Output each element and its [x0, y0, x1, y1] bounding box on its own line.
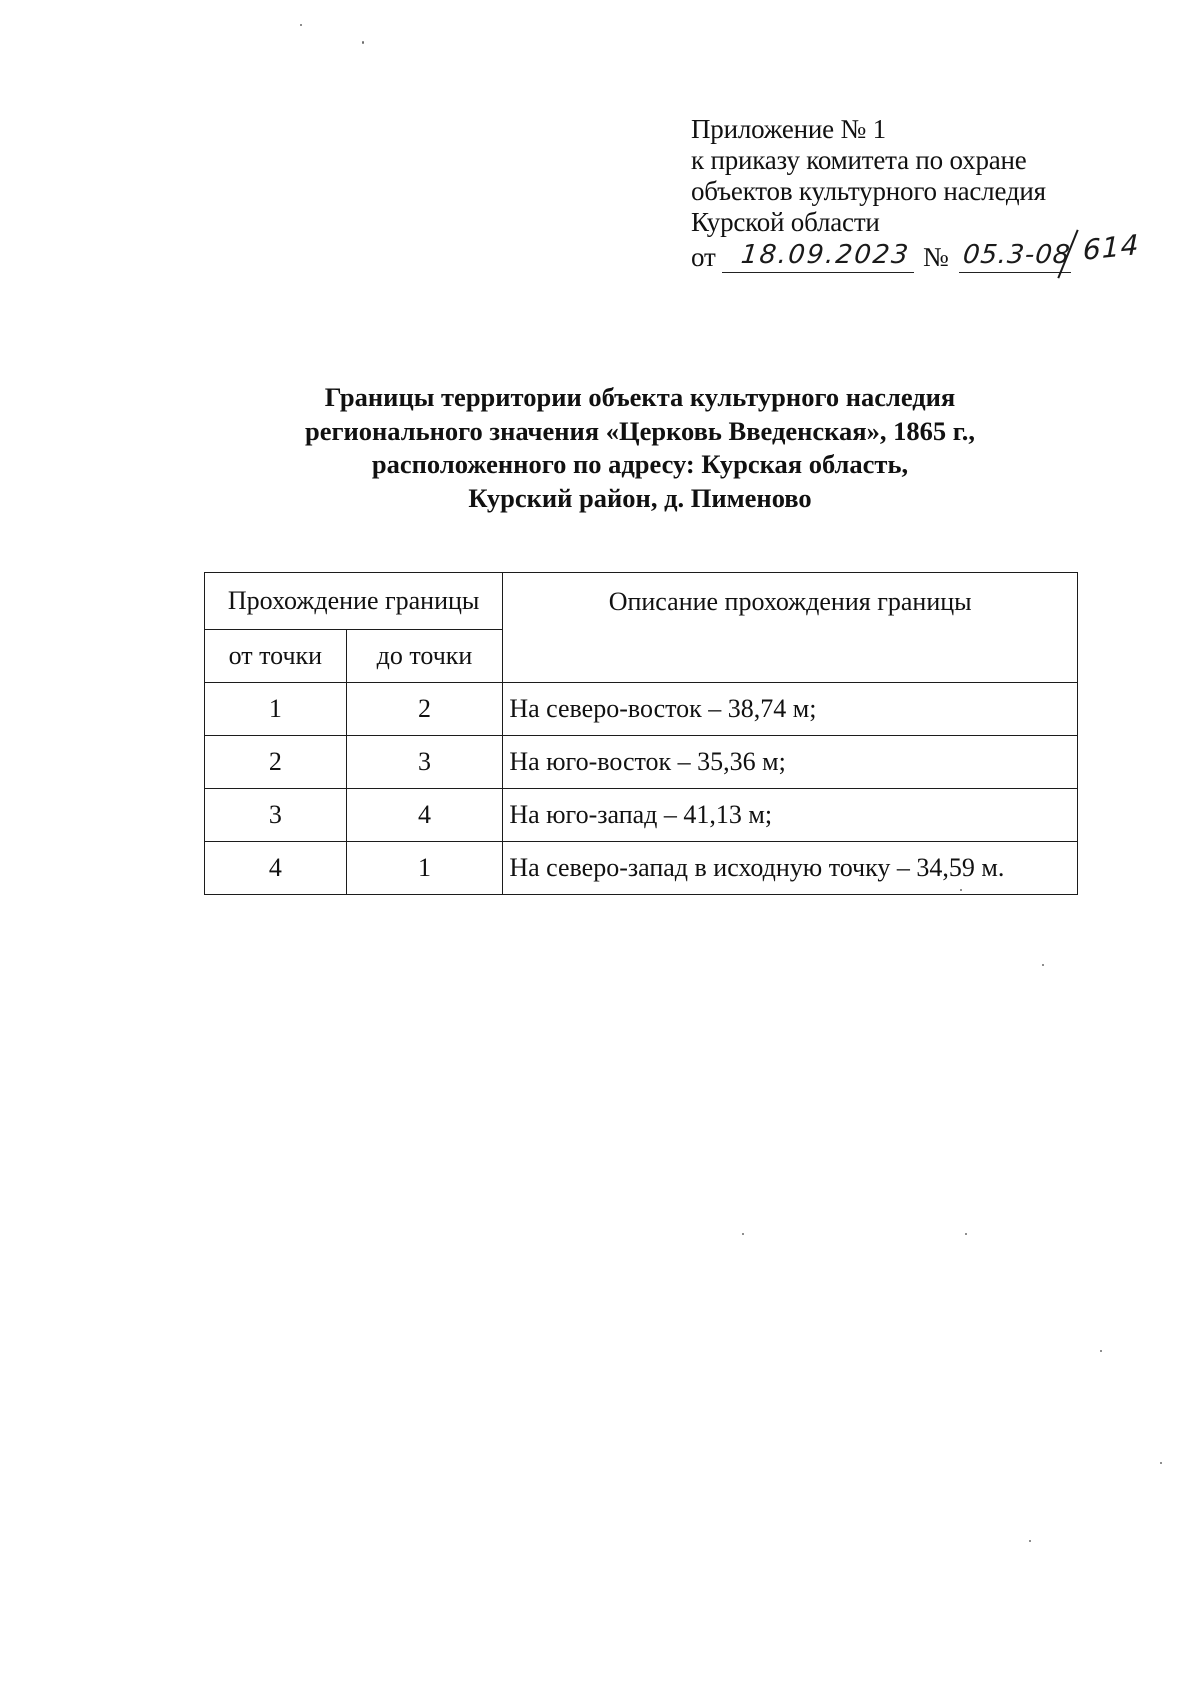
- cell-to: 4: [346, 789, 503, 842]
- header-boundary-passage: Прохождение границы: [205, 573, 503, 630]
- scan-speck: [965, 1233, 967, 1235]
- cell-description: На северо-запад в исходную точку – 34,59 м.: [503, 842, 1078, 895]
- table-row: [205, 736, 1078, 789]
- annex-header: [691, 114, 1161, 274]
- table-header-row: [205, 573, 1078, 630]
- scan-speck: [1042, 964, 1044, 966]
- table-row: [205, 683, 1078, 736]
- cell-from: 1: [205, 683, 347, 736]
- handwritten-date: 18.09.2023: [739, 240, 912, 270]
- date-prefix: от: [691, 242, 716, 272]
- scan-speck: [300, 24, 302, 26]
- scan-speck: [362, 41, 364, 44]
- cell-from: 3: [205, 789, 347, 842]
- cell-description: На юго-запад – 41,13 м;: [503, 789, 1078, 842]
- table-row: [205, 842, 1078, 895]
- order-date-number-line: [691, 228, 1161, 274]
- cell-from: 2: [205, 736, 347, 789]
- cell-from: 4: [205, 842, 347, 895]
- header-from-point: от точки: [205, 630, 347, 683]
- cell-to: 1: [346, 842, 503, 895]
- handwritten-order-number: 05.3-08: [961, 240, 1072, 270]
- scan-speck: [1029, 1540, 1031, 1542]
- cell-to: 3: [346, 736, 503, 789]
- scan-speck: [1160, 1462, 1162, 1464]
- cell-description: На юго-восток – 35,36 м;: [503, 736, 1078, 789]
- handwritten-order-suffix: 614: [1082, 228, 1140, 267]
- title-line-1: Границы территории объекта культурного наследия: [324, 382, 956, 412]
- scan-speck: [960, 889, 962, 891]
- document-title: [200, 381, 1080, 515]
- number-sign: №: [923, 242, 949, 272]
- annex-committee-line: объектов культурного наследия: [691, 176, 1046, 206]
- title-line-4: Курский район, д. Пименово: [468, 482, 812, 513]
- table-row: [205, 789, 1078, 842]
- cell-description: На северо-восток – 38,74 м;: [503, 683, 1078, 736]
- header-description: Описание прохождения границы: [503, 573, 1078, 683]
- title-line-2: регионального значения «Церковь Введенская», 1865 г.,: [304, 415, 976, 446]
- scan-speck: [742, 1233, 744, 1235]
- scan-speck: [1100, 1350, 1102, 1352]
- cell-to: 2: [346, 683, 503, 736]
- annex-order-line: к приказу комитета по охране: [691, 145, 1027, 175]
- title-line-3: расположенного по адресу: Курская область,: [371, 449, 909, 479]
- boundary-table: [204, 572, 1078, 895]
- header-to-point: до точки: [346, 630, 503, 683]
- annex-number-line: Приложение № 1: [691, 114, 886, 144]
- annex-region-line: Курской области: [691, 207, 880, 237]
